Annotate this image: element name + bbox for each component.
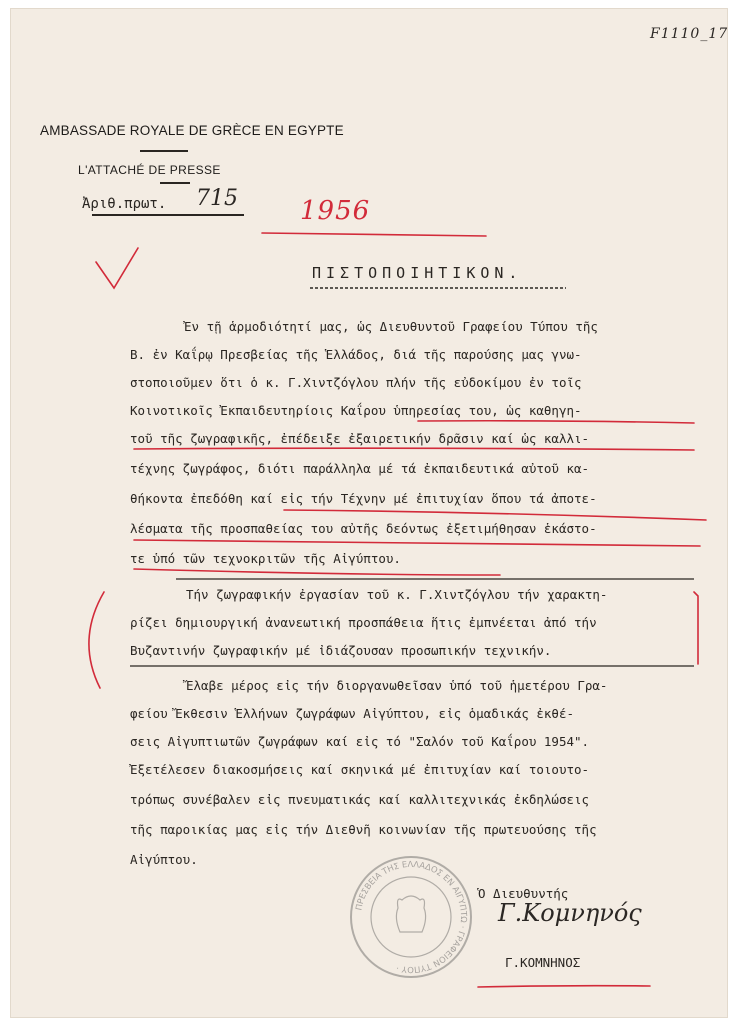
year-underline (262, 233, 486, 236)
red-underline (284, 510, 706, 520)
protocol-label: Ἀριθ.πρωτ. (82, 196, 167, 212)
director-signature: Γ.Κομνηνός (498, 899, 642, 927)
red-underline (418, 421, 694, 423)
archive-reference: F1110_17 (650, 26, 729, 42)
check-mark-icon (96, 248, 138, 288)
body-line: Κοινοτικοῖς Ἐκπαιδευτηρίοις Καΐρου ὑπηρεσίας του, ὡς καθηγη- (130, 403, 582, 418)
red-underline (134, 569, 500, 575)
body-line: τῆς παροικίας μας εἰς τήν Διεθνῆ κοινωνίαν τῆς πρωτευούσης τῆς (130, 822, 597, 837)
body-line: στοποιοῦμεν ὅτι ὁ κ. Γ.Χιντζόγλου πλήν τῆς εὐδοκίμου ἐν τοῖς (130, 375, 582, 390)
red-underline (134, 540, 700, 546)
document-title: ΠΙΣΤΟΠΟΙΗΤΙΚΟΝ. (312, 264, 523, 282)
body-line: Β. ἐν Καΐρῳ Πρεσβείας τῆς Ἑλλάδος, διά τῆς παρούσης μας γνω- (130, 347, 582, 362)
embassy-stamp-icon (346, 852, 476, 982)
name-underline (478, 986, 650, 987)
body-line: τρόπως συνέβαλεν εἰς πνευματικάς καί καλλιτεχνικάς ἐκδηλώσεις (130, 792, 590, 807)
body-line: σεις Αἰγυπτιωτῶν ζωγράφων καί εἰς τό "Σαλόν τοῦ Καΐρου 1954". (130, 734, 590, 749)
margin-bracket (89, 592, 104, 688)
press-attache-heading: L'ATTACHÉ DE PRESSE (78, 163, 221, 177)
stamp-text: ΠΡΕΣΒΕΙΑ ΤΗΣ ΕΛΛΑΔΟΣ ΕΝ ΑΙΓΥΠΤΩ · ΓΡΑΦΕΙΟΝ ΤΥΠΟΥ · (353, 858, 470, 976)
body-line: Βυζαντινήν ζωγραφικήν μέ ἰδιάζουσαν προσωπικήν τεχνικήν. (130, 643, 552, 658)
document-year: 1956 (300, 196, 371, 226)
protocol-number: 715 (196, 186, 238, 211)
margin-bracket (694, 592, 698, 664)
body-line: Τήν ζωγραφικήν ἐργασίαν τοῦ κ. Γ.Χιντζόγλου τήν χαρακτη- (186, 587, 608, 602)
body-line: τέχνης ζωγράφος, διότι παράλληλα μέ τά ἐκπαιδευτικά αὐτοῦ κα- (130, 461, 590, 476)
body-line: Αἰγύπτου. (130, 852, 198, 867)
body-line: Ἐν τῇ ἁρμοδιότητί μας, ὡς Διευθυντοῦ Γραφείου Τύπου τῆς (184, 319, 598, 334)
body-line: τοῦ τῆς ζωγραφικῆς, ἐπέδειξε ἐξαιρετικήν δρᾶσιν καί ὡς καλλι- (130, 431, 590, 446)
director-title: Ὁ Διευθυντής (478, 886, 569, 901)
body-line: θήκοντα ἐπεδόθη καί εἰς τήν Τέχνην μέ ἐπιτυχίαν ὅπου τά ἀποτε- (130, 491, 597, 506)
body-line: ρίζει δημιουργική ἀνανεωτική προσπάθεια ἥτις ἐμπνέεται ἀπό τήν (130, 615, 597, 630)
body-line: τε ὑπό τῶν τεχνοκριτῶν τῆς Αἰγύπτου. (130, 551, 401, 566)
red-underline (134, 448, 694, 450)
body-line: φείου Ἔκθεσιν Ἑλλήνων ζωγράφων Αἰγύπτου, εἰς ὁμαδικάς ἐκθέ- (130, 706, 575, 721)
body-line: Ἐξετέλεσεν διακοσμήσεις καί σκηνικά μέ ἐπιτυχίαν καί τοιουτο- (130, 762, 590, 777)
body-line: λέσματα τῆς προσπαθείας του αὐτῆς δεόντως ἐξετιμήθησαν ἑκάστο- (130, 521, 597, 536)
embassy-heading: AMBASSADE ROYALE DE GRÈCE EN EGYPTE (40, 123, 344, 138)
body-line: Ἔλαβε μέρος εἰς τήν διοργανωθεῖσαν ὑπό τοῦ ἡμετέρου Γρα- (186, 678, 608, 693)
director-name: Γ.ΚΟΜΝΗΝΟΣ (505, 955, 581, 970)
